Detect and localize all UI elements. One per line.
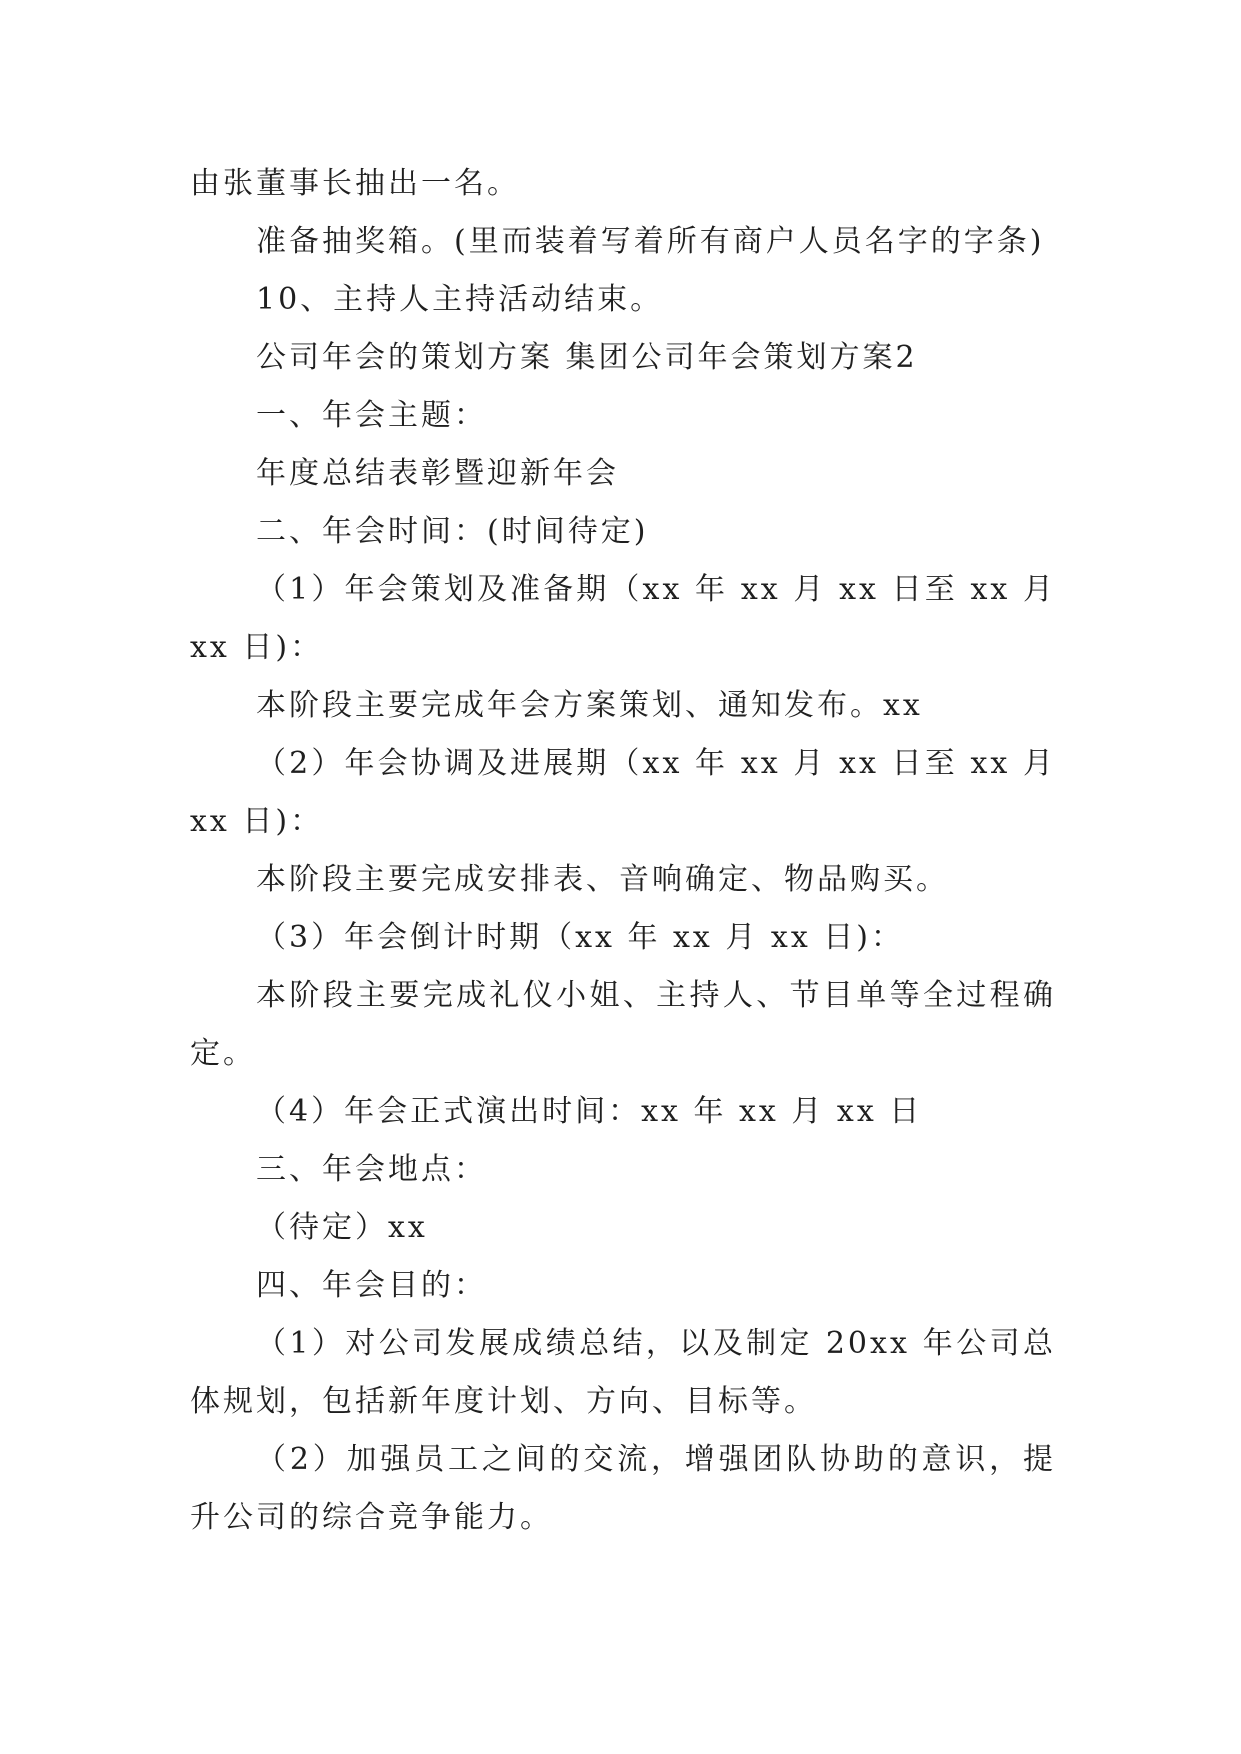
- section-title: 公司年会的策划方案 集团公司年会策划方案2: [256, 340, 918, 375]
- text-line: 本阶段主要完成安排表、音响确定、物品购买。: [256, 862, 949, 897]
- paragraph: 本阶段主要完成礼仪小姐、主持人、节目单等全过程确定。: [190, 978, 1056, 1071]
- paragraph: （1）年会策划及准备期（xx 年 xx 月 xx 日至 xx 月 xx 日)：: [190, 572, 1056, 665]
- text-line: 准备抽奖箱。(里而装着写着所有商户人员名字的字条): [256, 224, 1045, 259]
- document-body: [190, 155, 1056, 1547]
- heading-theme: 一、年会主题：: [256, 398, 487, 433]
- text-line: 年度总结表彰暨迎新年会: [256, 456, 619, 491]
- text-line: 10、主持人主持活动结束。: [256, 282, 664, 317]
- text-line: （4）年会正式演出时间：xx 年 xx 月 xx 日: [256, 1094, 923, 1129]
- text-line: 本阶段主要完成年会方案策划、通知发布。xx: [256, 688, 923, 723]
- text-line: 由张董事长抽出一名。: [190, 166, 520, 201]
- heading-purpose: 四、年会目的：: [256, 1268, 487, 1303]
- text-line: （待定）xx: [256, 1210, 428, 1245]
- text-line: （3）年会倒计时期（xx 年 xx 月 xx 日)：: [256, 920, 904, 955]
- paragraph: （1）对公司发展成绩总结，以及制定 20xx 年公司总体规划，包括新年度计划、方向、目标等。: [190, 1326, 1056, 1419]
- paragraph: （2）年会协调及进展期（xx 年 xx 月 xx 日至 xx 月 xx 日)：: [190, 746, 1056, 839]
- heading-time: 二、年会时间：(时间待定): [256, 514, 649, 549]
- heading-location: 三、年会地点：: [256, 1152, 487, 1187]
- paragraph: （2）加强员工之间的交流，增强团队协助的意识，提升公司的综合竞争能力。: [190, 1442, 1056, 1535]
